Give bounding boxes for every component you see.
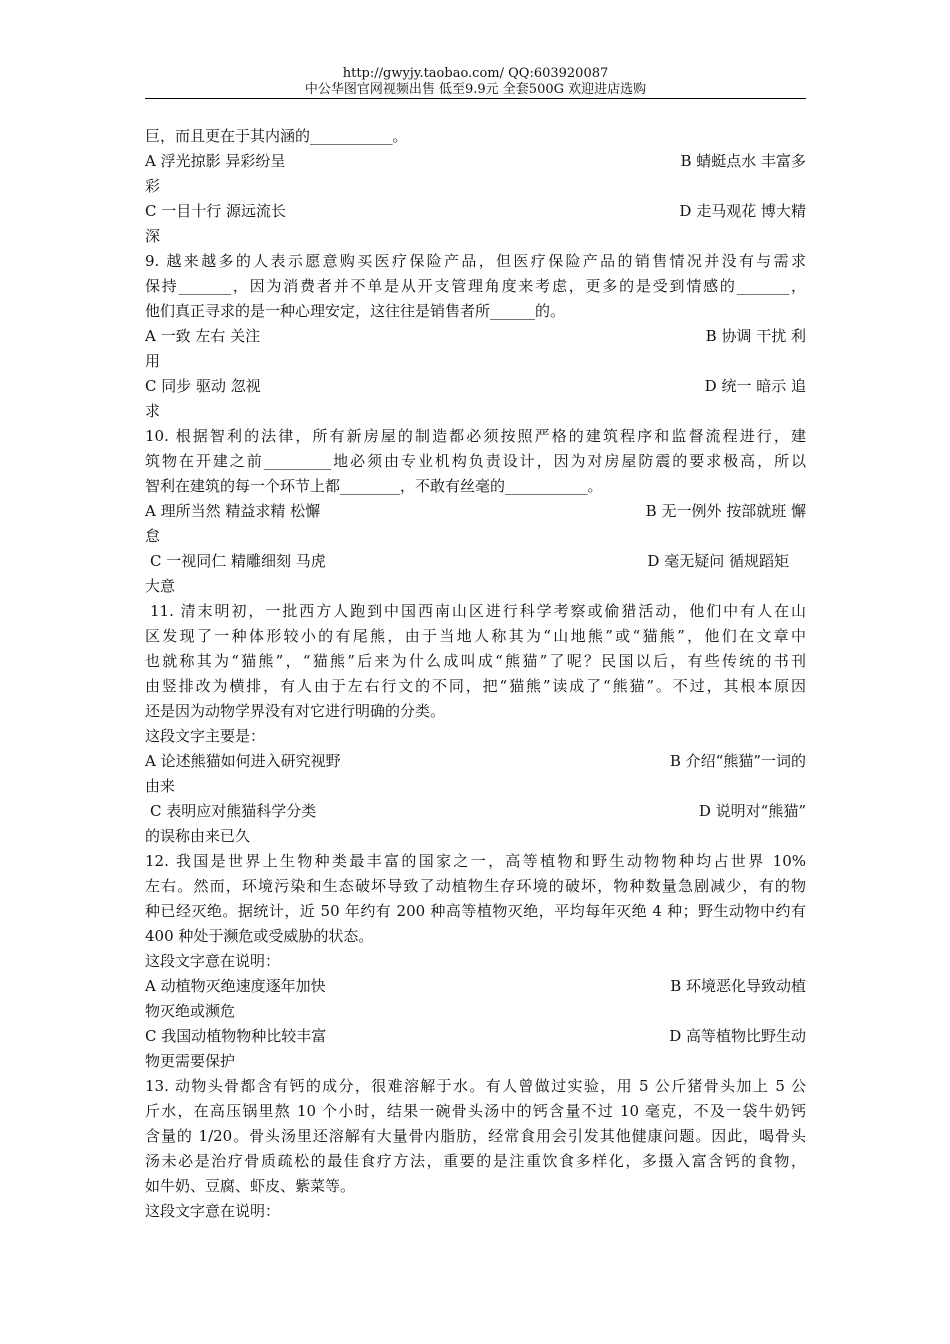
option-c: C 一视同仁 精雕细刻 马虎	[150, 552, 326, 570]
question-line: 也就称其为“猫熊”，“猫熊”后来为什么成叫成“熊猫”了呢？民国以后，有些传统的书刊	[145, 652, 806, 670]
option-b: B 蜻蜓点水 丰富多	[680, 152, 806, 170]
option-d: D 高等植物比野生动	[669, 1027, 806, 1045]
option-wrap: 的误称由来已久	[145, 827, 251, 845]
question-line: 含量的 1/20。骨头汤里还溶解有大量骨内脂肪，经常食用会引发其他健康问题。因此，喝骨头	[145, 1127, 806, 1145]
text-line: 巨，而且更在于其内涵的___________。	[145, 127, 408, 145]
option-b: B 无一例外 按部就班 懈	[645, 502, 806, 520]
question-line: 他们真正寻求的是一种心理安定，这往往是销售者所______的。	[145, 302, 566, 320]
option-row	[145, 199, 806, 224]
option-c: C 表明应对熊猫科学分类	[150, 802, 317, 820]
option-row	[145, 1024, 806, 1049]
question-line: 400 种处于濒危或受威胁的状态。	[145, 927, 374, 945]
question-line: 斤水，在高压锅里熬 10 个小时，结果一碗骨头汤中的钙含量不过 10 毫克，不及一袋牛奶钙	[145, 1102, 806, 1120]
option-d: D 走马观花 博大精	[679, 202, 806, 220]
option-wrap: 大意	[145, 577, 176, 595]
option-wrap: 物灭绝或濒危	[145, 1002, 236, 1020]
header-url-line: http://gwyjy.taobao.com/ QQ:603920087	[342, 66, 609, 81]
option-a: A 一致 左右 关注	[145, 327, 261, 345]
option-d: D 毫无疑问 循规蹈矩	[647, 552, 789, 570]
option-wrap: 由来	[145, 777, 176, 795]
option-wrap: 深	[145, 227, 161, 245]
question-line: 保持_______，因为消费者并不单是从开支管理角度来考虑，更多的是受到情感的_______，	[145, 277, 806, 295]
option-b: B 介绍“熊猫”一词的	[669, 752, 806, 770]
question-line: 由竖排改为横排，有人由于左右行文的不同，把“猫熊”读成了“熊猫”。不过，其根本原因	[145, 677, 806, 695]
option-row	[145, 974, 806, 999]
header-ad-line: 中公华图官网视频出售 低至9.9元 全套500G 欢迎进店选购	[145, 82, 806, 99]
option-row	[145, 499, 806, 524]
question-prompt: 这段文字意在说明：	[145, 952, 281, 970]
question-line: 9. 越来越多的人表示愿意购买医疗保险产品，但医疗保险产品的销售情况并没有与需求	[145, 252, 806, 270]
option-b: B 环境恶化导致动植	[670, 977, 806, 995]
option-b: B 协调 干扰 利	[705, 327, 806, 345]
option-wrap: 怠	[145, 527, 161, 545]
option-row	[145, 799, 806, 824]
question-line: 13. 动物头骨都含有钙的成分，很难溶解于水。有人曾做过实验，用 5 公斤猪骨头加上 5 公	[145, 1077, 806, 1095]
option-c: C 一目十行 源远流长	[145, 202, 287, 220]
document-body	[145, 124, 806, 1224]
option-d: D 说明对“熊猫”	[698, 802, 806, 820]
option-wrap: 物更需要保护	[145, 1052, 236, 1070]
question-line: 10. 根据智利的法律，所有新房屋的制造都必须按照严格的建筑程序和监督流程进行，建	[145, 427, 806, 445]
option-row	[145, 749, 806, 774]
question-prompt: 这段文字意在说明：	[145, 1202, 281, 1220]
option-wrap: 彩	[145, 177, 161, 195]
option-c: C 我国动植物物种比较丰富	[145, 1027, 327, 1045]
question-line: 区发现了一种体形较小的有尾熊，由于当地人称其为“山地熊”或“猫熊”，他们在文章中	[145, 627, 806, 645]
option-a: A 理所当然 精益求精 松懈	[145, 502, 321, 520]
question-line: 种已经灭绝。据统计，近 50 年约有 200 种高等植物灭绝，平均每年灭绝 4 种；野生动物中约有	[145, 902, 806, 920]
page-header	[145, 66, 806, 99]
option-row	[145, 374, 806, 399]
question-line: 12. 我国是世界上生物种类最丰富的国家之一，高等植物和野生动物物种均占世界 10%	[145, 852, 806, 870]
question-line: 筑物在开建之前_________地必须由专业机构负责设计，因为对房屋防震的要求极高，所以	[145, 452, 806, 470]
question-line: 如牛奶、豆腐、虾皮、紫菜等。	[145, 1177, 356, 1195]
question-prompt: 这段文字主要是：	[145, 727, 266, 745]
question-line: 左右。然而，环境污染和生态破坏导致了动植物生存环境的破坏，物种数量急剧减少，有的物	[145, 877, 806, 895]
option-c: C 同步 驱动 忽视	[145, 377, 261, 395]
question-line: 还是因为动物学界没有对它进行明确的分类。	[145, 702, 446, 720]
question-line: 智利在建筑的每一个环节上都________，不敢有丝毫的___________。	[145, 477, 603, 495]
option-wrap: 求	[145, 402, 161, 420]
option-a: A 浮光掠影 异彩纷呈	[145, 152, 286, 170]
option-d: D 统一 暗示 追	[704, 377, 806, 395]
option-row	[145, 324, 806, 349]
question-line: 11. 清末明初，一批西方人跑到中国西南山区进行科学考察或偷猎活动，他们中有人在山	[150, 602, 806, 620]
option-wrap: 用	[145, 352, 161, 370]
option-row	[145, 149, 806, 174]
option-a: A 论述熊猫如何进入研究视野	[145, 752, 341, 770]
option-a: A 动植物灭绝速度逐年加快	[145, 977, 326, 995]
question-line: 汤未必是治疗骨质疏松的最佳食疗方法，重要的是注重饮食多样化，多摄入富含钙的食物，	[145, 1152, 806, 1170]
option-row	[145, 549, 806, 574]
